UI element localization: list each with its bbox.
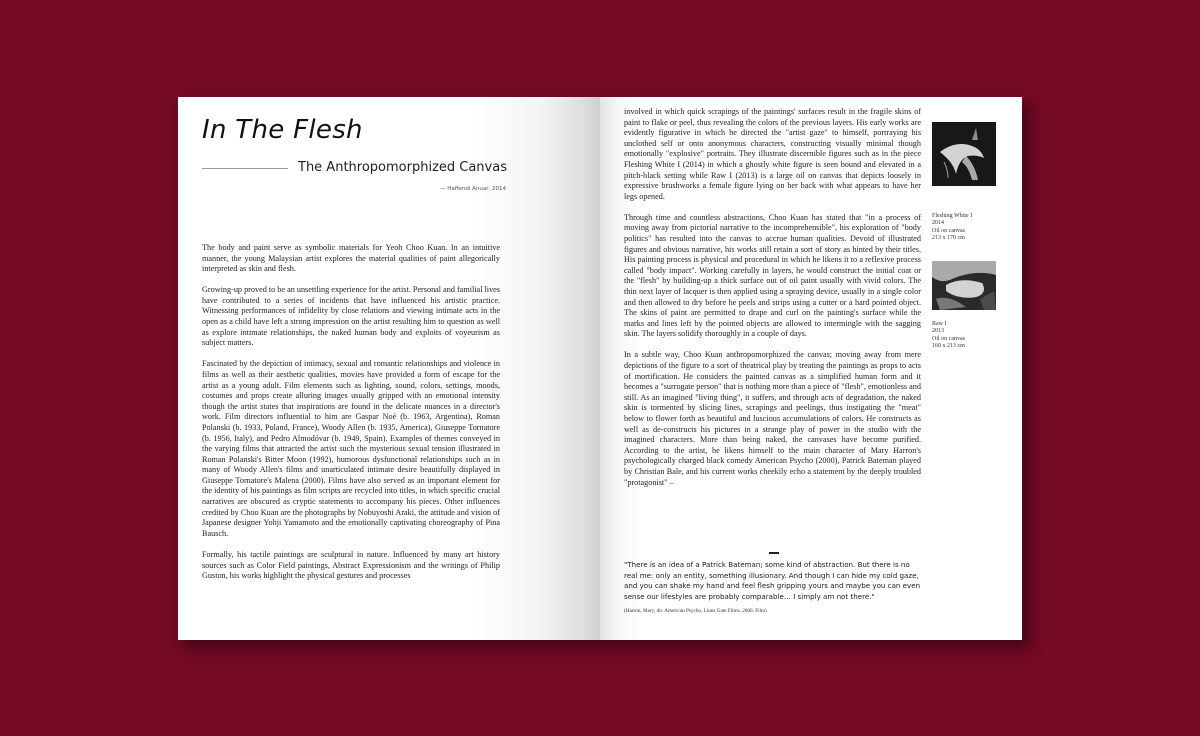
- artwork-caption: [932, 213, 972, 243]
- artwork-year: 2014: [932, 220, 944, 227]
- article-title: In The Flesh: [202, 115, 363, 145]
- quote-citation: (Harron, Mary, dir. American Psycho, Lions Gate Films, 2000. Film): [624, 608, 767, 614]
- paragraph: In a subtle way, Choo Kuan anthropomorphized the canvas; moving away from mere depictions of the figure to a sort of theatrical play by treating the paintings as props to acts of mortification. He considers the painted canvas as a simplified human form and it becomes a "surrogate person" that is nothing more than a piece of "flesh", emotionless and still. As an imagined "living thing", it suffers, and through acts of degradation, the naked skin is tormented by slicing lines, scrapings and peelings, thus instigating the "meat" below to flower forth as beautiful and luscious accumulations of colors. He constructs as well as de-constructs his pictures in a strange play of power in the studio with the imagined characters. More than being naked, the canvases have become purified. According to the artist, he likens himself to the main character of Mary Harron's psychologically charged black comedy American Psycho (2000), Patrick Bateman played by Christian Bale, and his current works cheekily echo a statement by the deeply troubled "protagonist" –: [624, 350, 921, 487]
- artwork-year: 2013: [932, 328, 944, 335]
- artwork-size: 160 x 213 cm: [932, 343, 965, 350]
- paragraph: Growing-up proved to be an unsettling experience for the artist. Personal and familial lives have contributed to a series of incidents that have influenced his artistic practice. Witnessing performances of infidelity by close relations and viewing intimate acts in the open as a child have left a strong impression on the artist resulting him to question as well as explore intimate relationships, the naked human body and exploits of voyeurism as subject matters.: [202, 285, 500, 348]
- paragraph: Formally, his tactile paintings are sculptural in nature. Influenced by many art history sources such as Color Field paintings, Abstract Expressionism and the writings of Philip Guston, his works highlight the physical gestures and processes: [202, 549, 500, 581]
- pull-quote: "There is an idea of a Patrick Bateman; some kind of abstraction. But there is no real me: only an entity, something illusionary. And though I can hide my cold gaze, and you can shake my hand and feel flesh gripping yours and maybe you can even sense our lifestyles are probably comparable… I simply am not there.": [624, 560, 921, 602]
- paragraph: involved in which quick scrapings of the paintings' surfaces result in the fragile skins of paint to flake or peel, thus revealing the colors of the previous layers. His early works are evidently figurative in which he directed the "artist gaze" to himself, portraying his unclothed self or onto anonymous characters, constructing visually minimal though emotionally "explosive" portraits. They illustrate discernible figures such as in the piece Fleshing White I (2014) in which a ghostly white figure is seen bound and elevated in a pitch-black setting while Raw I (2013) is a large oil on canvas that depicts loosely in expressive brushworks a female figure lying on her back with what appears to have her legs opened.: [624, 107, 921, 201]
- artwork-title: Raw I: [932, 321, 947, 327]
- right-page: [600, 97, 1022, 640]
- artwork-title: Fleshing White I: [932, 213, 973, 219]
- quote-divider: [769, 552, 779, 554]
- paragraph: Through time and countless abstractions, Choo Kuan has stated that "in a process of moving away from pictorial narrative to the incomprehensible", his exploration of "body politics" has resulted into the canvas to accrue human qualities. Devoid of illustrated figures and obvious narrative, his works still retain a sort of story as hinted by their titles. His painting process is physical and procedural in which he likens it to a reflexive process called "body impact". Working carefully in layers, he would construct the initial coat or the "flesh" by building-up a thick surface out of oil paint usually with vivid colors. The thin next layer of lacquer is then applied using a spraying device, usually in a single color and then allowed to dry before he peels and strips using a cutter or a hard pointed object. The skins of paint are permitted to drape and curl on the painting's surface while the marks and lines left by the pointed objects are allowed to intermingle with the sagging skin. The layers solidify thoroughly in a couple of days.: [624, 212, 921, 339]
- artwork-image-raw: [932, 261, 996, 310]
- paragraph: The body and paint serve as symbolic materials for Yeoh Choo Kuan. In an intuitive manner, the young Malaysian artist explores the material qualities of paint allegorically interpreted as skin and flesh.: [202, 243, 500, 274]
- left-page: [178, 97, 600, 640]
- artwork-medium: Oil on canvas: [932, 335, 965, 342]
- left-body-text: [202, 243, 500, 592]
- artwork-medium: Oil on canvas: [932, 227, 965, 234]
- artwork-size: 213 x 170 cm: [932, 235, 965, 242]
- article-subtitle: The Anthropomorphized Canvas: [298, 160, 507, 175]
- article-byline: — Haffendi Anuar, 2014: [439, 186, 506, 192]
- artwork-image-fleshing-white: [932, 122, 996, 186]
- paragraph: Fascinated by the depiction of intimacy, sexual and romantic relationships and violence in films as well as their aesthetic qualities, movies have provided a form of escape for the artist as a young adult. Film elements such as lighting, sound, colors, settings, moods, costumes and props create alluring images usually gripped with an emotional intensity though the artist states that inspirations are found in the delicate nuances in a director's work. Film directors influential to him are Gaspar Noé (b. 1963, Argentina), Roman Polanski (b. 1933, Poland, France), Woody Allen (b. 1935, America), Giuseppe Tornatore (b. 1956, Italy), and Pedro Almodóvar (b. 1949, Spain). Examples of themes conveyed in the varying films that attracted the artist such the mysterious sexual tension illustrated in Roman Polanski's Bitter Moon (1992), humorous dysfunctional relationships such as in many of Woody Allen's films and unarticulated intimate desire beautifully displayed in Giuseppe Tornatore's Malena (2000). Films have also served as an important element for the identity of his paintings as film scripts are recycled into titles, in which specific crucial narratives are obscured as cryptic statements to accompany his pieces. Other influences credited by Choo Kuan are the photographs by Nobuyoshi Araki, the attitude and vision of Japanese designer Yohji Yamamoto and the emotionally captivating choreography of Pina Bausch.: [202, 359, 500, 538]
- magazine-spread: [178, 97, 1022, 640]
- artwork-caption: [932, 321, 965, 351]
- subtitle-rule: [202, 168, 288, 169]
- right-body-text: [624, 107, 921, 499]
